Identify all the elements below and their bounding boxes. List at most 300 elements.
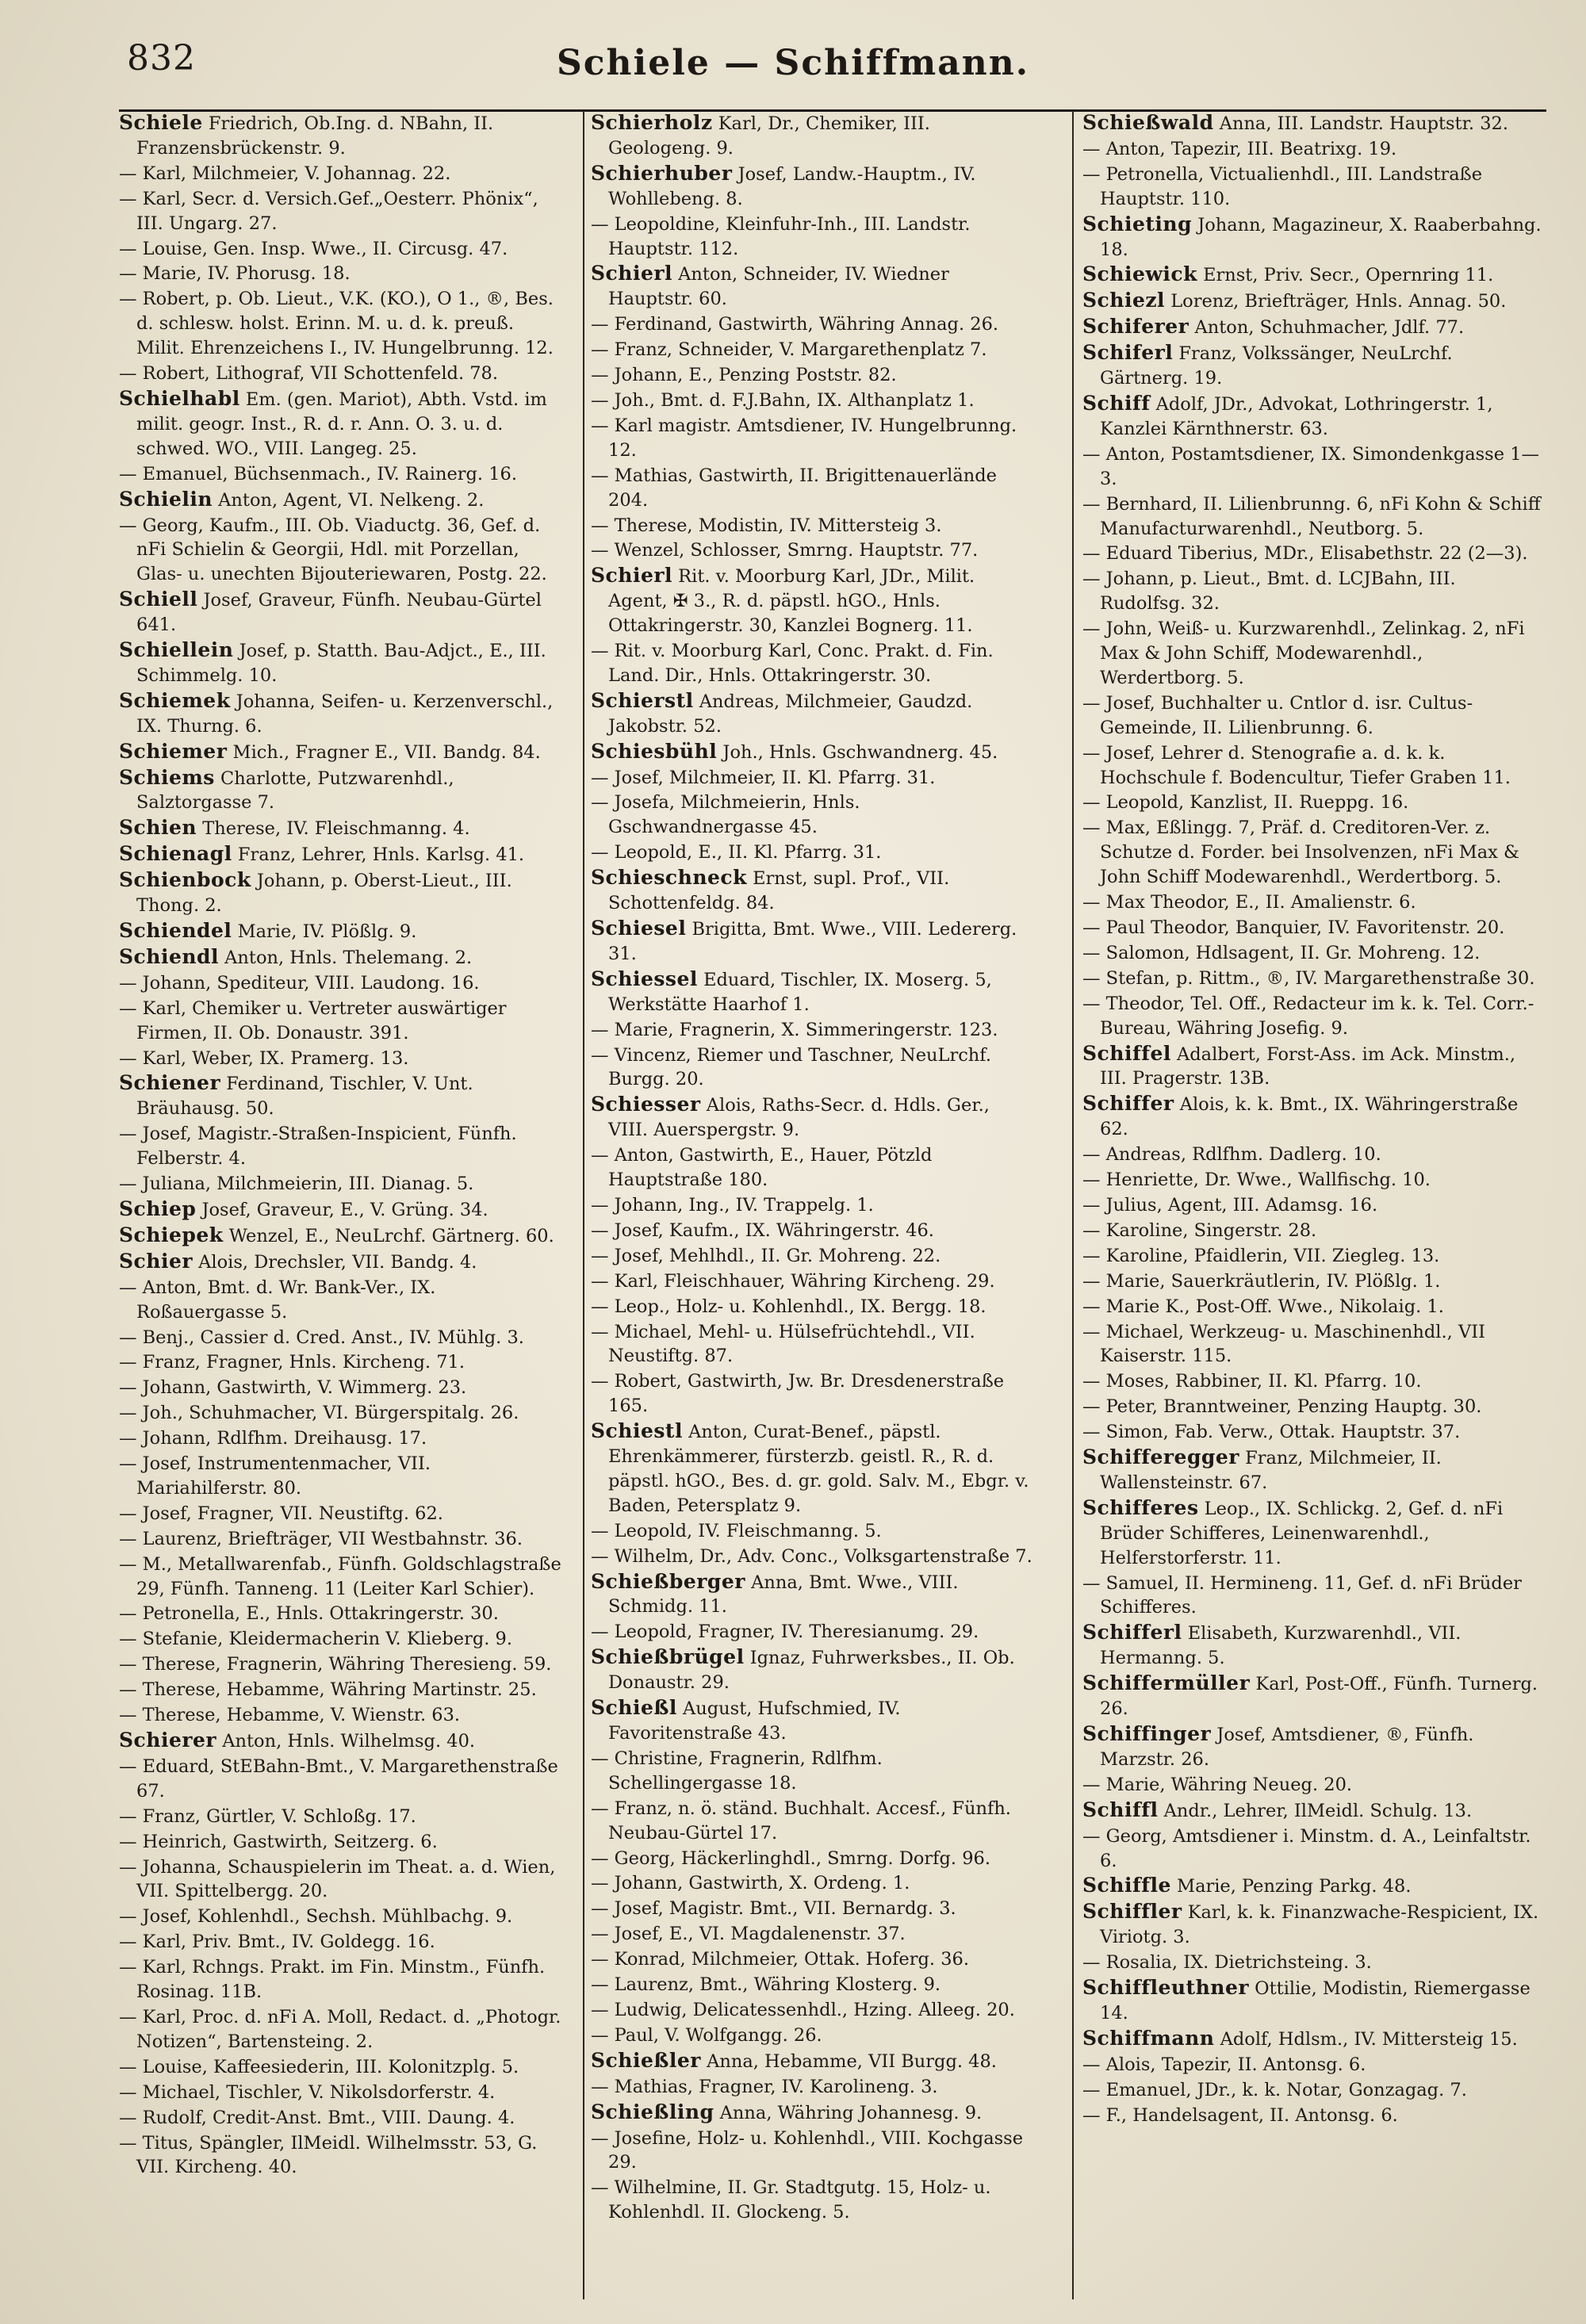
directory-entry <box>1082 1722 1546 1772</box>
entry-details: Ferdinand, Tischler, V. Unt. Bräuhausg. 50. <box>136 1074 473 1120</box>
directory-subentry <box>119 287 563 361</box>
directory-subentry <box>119 1401 563 1426</box>
entry-surname: Schiffermüller <box>1082 1671 1251 1695</box>
entry-details: — Stefanie, Kleidermacherin V. Klieberg. 9. <box>119 1629 512 1650</box>
entry-details: — Karl, Secr. d. Versich.Gef.„Oesterr. Phönix“, III. Ungarg. 27. <box>119 188 538 234</box>
directory-subentry <box>119 1426 563 1451</box>
directory-subentry <box>1082 2104 1546 2128</box>
entry-details: — Louise, Kaffeesiederin, III. Kolonitzplg. 5. <box>119 2056 519 2077</box>
entry-details: Charlotte, Putzwarenhdl., Salztorgasse 7. <box>136 768 454 814</box>
entry-details: — Louise, Gen. Insp. Wwe., II. Circusg. 47. <box>119 238 508 259</box>
directory-entry <box>591 1093 1035 1143</box>
entry-surname: Schießbrügel <box>591 1645 745 1669</box>
directory-entry <box>1082 341 1546 391</box>
directory-subentry <box>591 1193 1035 1218</box>
entry-details: Friedrich, Ob.Ing. d. NBahn, II. Franzensbrückenstr. 9. <box>136 113 494 159</box>
directory-subentry <box>591 1269 1035 1294</box>
entry-details: Eduard, Tischler, IX. Moserg. 5, Werkstätte Haarhof 1. <box>608 969 992 1015</box>
entry-details: — Leopold, E., II. Kl. Pfarrg. 31. <box>591 842 882 863</box>
entry-surname: Schien <box>119 816 197 840</box>
entry-details: — Karl, Proc. d. nFi A. Moll, Redact. d. „Photogr. Notizen“, Bartensteing. 2. <box>119 2006 561 2052</box>
entry-details: — Benj., Cassier d. Cred. Anst., IV. Mühlg. 3. <box>119 1327 524 1348</box>
directory-entry <box>119 1729 563 1754</box>
entry-details: — Josef, E., VI. Magdalenenstr. 37. <box>591 1924 906 1945</box>
directory-entry <box>119 689 563 739</box>
entry-details: — Emanuel, JDr., k. k. Notar, Gonzagag. 7. <box>1082 2079 1467 2100</box>
page-header <box>0 32 1586 103</box>
running-head: Schiele — Schiffmann. <box>556 43 1030 83</box>
directory-entry <box>1082 1621 1546 1671</box>
entry-details: — Rosalia, IX. Dietrichsteing. 3. <box>1082 1952 1372 1974</box>
entry-details: — Emanuel, Büchsenmach., IV. Rainerg. 16. <box>119 463 518 484</box>
directory-entry <box>1082 212 1546 262</box>
column-1 <box>119 111 563 2180</box>
directory-subentry <box>119 1905 563 1929</box>
entry-details: — Johann, Ing., IV. Trappelg. 1. <box>591 1194 874 1216</box>
directory-entry <box>591 866 1035 916</box>
directory-subentry <box>119 1930 563 1955</box>
entry-surname: Schierl <box>591 564 673 588</box>
directory-subentry <box>1082 1295 1546 1319</box>
entry-details: Josef, Amtsdiener, ®, Fünfh. Marzstr. 26. <box>1100 1725 1474 1770</box>
entry-details: — Anton, Gastwirth, E., Hauer, Pötzld Hauptstraße 180. <box>591 1145 933 1191</box>
directory-subentry <box>1082 1219 1546 1243</box>
entry-details: — Salomon, Hdlsagent, II. Gr. Mohreng. 12. <box>1082 942 1481 963</box>
entry-details: — Josef, Magistr.-Straßen-Inspicient, Fünfh. Felberstr. 4. <box>119 1124 517 1170</box>
page-number: 832 <box>127 38 196 78</box>
directory-subentry <box>119 1172 563 1196</box>
directory-subentry <box>591 1369 1035 1419</box>
entry-surname: Schiferl <box>1082 341 1174 365</box>
directory-subentry <box>591 1847 1035 1871</box>
directory-subentry <box>1082 1193 1546 1218</box>
entry-details: Leop., IX. Schlickg. 2, Gef. d. nFi Brüder Schifferes, Leinenwarenhdl., Helferstorferstr. 11. <box>1100 1498 1504 1568</box>
entry-surname: Schiffmann <box>1082 2026 1215 2050</box>
entry-details: — Anton, Bmt. d. Wr. Bank-Ver., IX. Roßauergasse 5. <box>119 1277 436 1323</box>
entry-surname: Schiff <box>1082 391 1151 415</box>
directory-subentry <box>591 1897 1035 1921</box>
entry-details: Mich., Fragner E., VII. Bandg. 84. <box>227 741 541 763</box>
entry-details: Alois, Raths-Secr. d. Hdls. Ger., VIII. Auerspergstr. 9. <box>608 1095 990 1141</box>
entry-details: Anna, Währing Johannesg. 9. <box>714 2102 983 2123</box>
directory-subentry <box>591 1018 1035 1043</box>
entry-surname: Schießwald <box>1082 111 1214 134</box>
entry-details: — Wilhelmine, II. Gr. Stadtgutg. 15, Holz- u. Kohlenhdl. II. Glockeng. 5. <box>591 2177 991 2223</box>
entry-details: — Josefa, Milchmeierin, Hnls. Gschwandnergasse 45. <box>591 792 860 838</box>
entry-details: — Franz, Fragner, Hnls. Kircheng. 71. <box>119 1352 465 1373</box>
entry-surname: Schiell <box>119 588 198 611</box>
directory-subentry <box>119 1047 563 1071</box>
entry-details: Karl, k. k. Finanzwache-Respicient, IX. Viriotg. 3. <box>1100 1902 1539 1948</box>
entry-details: Karl, Post-Off., Fünfh. Turnerg. 26. <box>1100 1674 1538 1720</box>
entry-details: Adolf, Hdlsm., IV. Mittersteig 15. <box>1214 2028 1518 2050</box>
directory-subentry <box>1082 741 1546 791</box>
entry-details: — Heinrich, Gastwirth, Seitzerg. 6. <box>119 1831 438 1852</box>
entry-details: Elisabeth, Kurzwarenhdl., VII. Hermanng. 5. <box>1100 1623 1461 1669</box>
entry-details: — Johann, Spediteur, VIII. Laudong. 16. <box>119 972 480 994</box>
entry-details: — Leopold, IV. Fleischmanng. 5. <box>591 1520 882 1541</box>
entry-details: — Georg, Häckerlinghdl., Smrng. Dorfg. 96. <box>591 1847 990 1869</box>
directory-subentry <box>591 338 1035 362</box>
directory-entry <box>1082 262 1546 288</box>
column-2 <box>591 111 1035 2226</box>
directory-subentry <box>591 212 1035 262</box>
directory-subentry <box>1082 791 1546 815</box>
directory-subentry <box>119 162 563 186</box>
entry-surname: Schiewick <box>1082 262 1197 286</box>
directory-subentry <box>1082 442 1546 492</box>
entry-details: — Josef, Buchhalter u. Cntlor d. isr. Cultus-Gemeinde, II. Lilienbrunng. 6. <box>1082 692 1473 738</box>
entry-surname: Schiener <box>119 1071 221 1095</box>
entry-surname: Schiesel <box>591 917 687 940</box>
directory-subentry <box>1082 967 1546 991</box>
entry-surname: Schiems <box>119 765 215 789</box>
directory-subentry <box>119 2081 563 2105</box>
entry-details: — Eduard, StEBahn-Bmt., V. Margarethenstraße 67. <box>119 1755 558 1801</box>
directory-entry <box>1082 1445 1546 1495</box>
entry-details: Karl, Dr., Chemiker, III. Geologeng. 9. <box>608 113 930 159</box>
entry-surname: Schienagl <box>119 842 232 866</box>
entry-details: — Marie K., Post-Off. Wwe., Nikolaig. 1. <box>1082 1296 1444 1317</box>
directory-subentry <box>119 1678 563 1702</box>
entry-details: — Therese, Hebamme, V. Wienstr. 63. <box>119 1705 461 1726</box>
directory-subentry <box>119 1502 563 1526</box>
entry-details: — Karl, Priv. Bmt., IV. Goldegg. 16. <box>119 1932 435 1953</box>
entry-details: — M., Metallwarenfab., Fünfh. Goldschlagstraße 29, Fünfh. Tanneng. 11 (Leiter Karl Schier). <box>119 1553 561 1599</box>
directory-subentry <box>119 1326 563 1350</box>
entry-surname: Schieting <box>1082 212 1193 235</box>
entry-details: Alois, k. k. Bmt., IX. Währingerstraße 62. <box>1100 1094 1519 1140</box>
directory-subentry <box>119 997 563 1046</box>
entry-details: — Joh., Bmt. d. F.J.Bahn, IX. Althanplatz 1. <box>591 389 975 411</box>
directory-entry <box>591 917 1035 967</box>
directory-subentry <box>119 1122 563 1171</box>
entry-surname: Schiemer <box>119 739 228 763</box>
directory-subentry <box>591 766 1035 791</box>
directory-entry <box>591 1570 1035 1620</box>
entry-details: — Laurenz, Bmt., Währing Klosterg. 9. <box>591 1974 941 1996</box>
entry-details: — Ludwig, Delicatessenhdl., Hzing. Alleeg. 20. <box>591 1999 1015 2020</box>
directory-subentry <box>591 1219 1035 1243</box>
directory-subentry <box>1082 2078 1546 2103</box>
entry-details: — Georg, Amtsdiener i. Minstm. d. A., Leinfaltstr. 6. <box>1082 1825 1531 1871</box>
directory-subentry <box>591 1295 1035 1319</box>
directory-entry <box>591 162 1035 212</box>
entry-details: — Karl magistr. Amtsdiener, IV. Hungelbrunng. 12. <box>591 415 1017 461</box>
directory-subentry <box>119 462 563 487</box>
directory-entry <box>119 1250 563 1275</box>
directory-subentry <box>591 1747 1035 1796</box>
entry-details: — Johann, Gastwirth, X. Ordeng. 1. <box>591 1873 910 1894</box>
directory-subentry <box>591 414 1035 463</box>
directory-subentry <box>119 237 563 262</box>
directory-subentry <box>591 840 1035 865</box>
entry-details: — Wenzel, Schlosser, Smrng. Hauptstr. 77. <box>591 540 979 561</box>
entry-details: — Andreas, Rdlfhm. Dadlerg. 10. <box>1082 1144 1381 1166</box>
entry-surname: Schieschneck <box>591 866 747 890</box>
column-divider <box>583 111 584 2299</box>
entry-surname: Schiesser <box>591 1093 701 1116</box>
entry-details: — Peter, Branntweiner, Penzing Hauptg. 30. <box>1082 1396 1482 1418</box>
entry-details: Anna, III. Landstr. Hauptstr. 32. <box>1213 113 1508 134</box>
entry-details: — Petronella, Victualienhdl., III. Landstraße Hauptstr. 110. <box>1082 163 1483 209</box>
entry-details: Andreas, Milchmeier, Gaudzd. Jakobstr. 52. <box>608 691 973 737</box>
entry-surname: Schifferl <box>1082 1621 1182 1644</box>
directory-entry <box>119 488 563 513</box>
directory-subentry <box>591 791 1035 840</box>
entry-details: — Karl, Fleischhauer, Währing Kircheng. 29. <box>591 1270 995 1292</box>
directory-entry <box>591 1645 1035 1695</box>
directory-subentry <box>591 538 1035 563</box>
entry-details: Anna, Hebamme, VII Burgg. 48. <box>700 2050 997 2072</box>
entry-details: — Eduard Tiberius, MDr., Elisabethstr. 22 (2—3). <box>1082 543 1528 565</box>
directory-subentry <box>1082 1395 1546 1419</box>
directory-subentry <box>591 1519 1035 1544</box>
entry-details: — Karl, Milchmeier, V. Johannag. 22. <box>119 163 451 184</box>
entry-surname: Schienbock <box>119 868 251 892</box>
entry-details: Wenzel, E., NeuLrchf. Gärtnerg. 60. <box>223 1225 554 1246</box>
entry-details: — Therese, Hebamme, Währing Martinstr. 25. <box>119 1679 537 1701</box>
entry-surname: Schiep <box>119 1196 197 1220</box>
entry-details: — Mathias, Fragner, IV. Karolineng. 3. <box>591 2076 938 2097</box>
entry-surname: Schifferes <box>1082 1495 1199 1519</box>
directory-subentry <box>119 1830 563 1855</box>
entry-details: — Georg, Kaufm., III. Ob. Viaductg. 36, Gef. d. nFi Schielin & Georgii, Hdl. mit Porzellan, Glas- u. unechten Bijouteriewaren, Postg. 22. <box>119 515 547 585</box>
directory-subentry <box>591 1143 1035 1193</box>
directory-subentry <box>1082 691 1546 741</box>
entry-details: — Johann, E., Penzing Poststr. 82. <box>591 365 897 386</box>
entry-details: Josef, Graveur, E., V. Grüng. 34. <box>196 1199 488 1220</box>
entry-details: — Marie, Fragnerin, X. Simmeringerstr. 123. <box>591 1019 998 1040</box>
directory-entry <box>591 1696 1035 1746</box>
entry-surname: Schielin <box>119 487 213 511</box>
directory-subentry <box>1082 992 1546 1041</box>
entry-details: Johann, Magazineur, X. Raaberbahng. 18. <box>1100 214 1542 260</box>
entry-surname: Schierl <box>591 262 673 285</box>
entry-details: — Rudolf, Credit-Anst. Bmt., VIII. Daung. 4. <box>119 2107 515 2128</box>
directory-subentry <box>591 2075 1035 2100</box>
entry-details: Josef, Landw.-Hauptm., IV. Wohllebeng. 8. <box>608 163 976 209</box>
directory-subentry <box>1082 1320 1546 1369</box>
directory-subentry <box>119 187 563 236</box>
entry-details: — Karl, Chemiker u. Vertreter auswärtiger Firmen, II. Ob. Donaustr. 391. <box>119 997 507 1043</box>
entry-details: — Max, Eßlingg. 7, Präf. d. Creditoren-Ver. z. Schutze d. Forder. bei Insolvenzen, nFi Max & John Schiff Modewarenhdl., Werdertborg. 5. <box>1082 817 1520 888</box>
directory-subentry <box>119 1755 563 1804</box>
entry-details: Josef, Graveur, Fünfh. Neubau-Gürtel 641. <box>136 590 542 636</box>
entry-details: — Johann, p. Lieut., Bmt. d. LCJBahn, III. Rudolfsg. 32. <box>1082 569 1456 615</box>
entry-details: Anton, Schuhmacher, Jdlf. 77. <box>1189 317 1465 339</box>
directory-entry <box>119 842 563 867</box>
entry-details: — Theodor, Tel. Off., Redacteur im k. k. Tel. Corr.-Bureau, Währing Josefig. 9. <box>1082 993 1534 1039</box>
entry-details: Anna, Bmt. Wwe., VIII. Schmidg. 11. <box>608 1572 959 1618</box>
directory-subentry <box>1082 163 1546 212</box>
entry-surname: Schifferegger <box>1082 1445 1239 1469</box>
entry-details: Rit. v. Moorburg Karl, JDr., Milit. Agent, ✠ 3., R. d. päpstl. hGO., Hnls. Ottakringerstr. 30, Kanzlei Bognerg. 11. <box>608 566 975 637</box>
entry-details: — Karoline, Pfaidlerin, VII. Ziegleg. 13. <box>1082 1245 1440 1266</box>
directory-subentry <box>119 262 563 286</box>
directory-entry <box>591 2100 1035 2126</box>
directory-entry <box>1082 1496 1546 1571</box>
directory-subentry <box>591 389 1035 413</box>
directory-subentry <box>119 1627 563 1652</box>
directory-entry <box>591 689 1035 739</box>
directory-subentry <box>591 1871 1035 1896</box>
directory-entry <box>591 564 1035 638</box>
directory-subentry <box>1082 1369 1546 1394</box>
entry-surname: Schiffer <box>1082 1092 1174 1116</box>
entry-details: Ernst, Priv. Secr., Opernring 11. <box>1197 265 1494 286</box>
entry-details: — Karoline, Singerstr. 28. <box>1082 1219 1317 1241</box>
directory-subentry <box>591 1620 1035 1644</box>
directory-subentry <box>1082 1143 1546 1167</box>
entry-details: — Moses, Rabbiner, II. Kl. Pfarrg. 10. <box>1082 1371 1422 1392</box>
directory-entry <box>591 740 1035 765</box>
directory-entry <box>1082 289 1546 314</box>
entry-details: — Anton, Tapezir, III. Beatrixg. 19. <box>1082 138 1397 159</box>
directory-subentry <box>119 1527 563 1552</box>
directory-subentry <box>119 1805 563 1829</box>
entry-details: — Max Theodor, E., II. Amalienstr. 6. <box>1082 892 1416 913</box>
entry-details: Joh., Hnls. Gschwandnerg. 45. <box>717 741 998 763</box>
entry-surname: Schiezl <box>1082 289 1166 312</box>
directory-entry <box>119 945 563 971</box>
entry-details: Adolf, JDr., Advokat, Lothringerstr. 1, Kanzlei Kärnthnerstr. 63. <box>1100 393 1493 439</box>
directory-subentry <box>119 1376 563 1400</box>
entry-details: — Konrad, Milchmeier, Ottak. Hoferg. 36. <box>591 1949 969 1970</box>
directory-entry <box>119 766 563 816</box>
directory-subentry <box>1082 542 1546 566</box>
entry-surname: Schiffl <box>1082 1798 1159 1821</box>
entry-surname: Schiferer <box>1082 315 1190 339</box>
entry-details: — Leopold, Fragner, IV. Theresianumg. 29. <box>591 1621 979 1643</box>
entry-surname: Schiffinger <box>1082 1722 1212 1745</box>
directory-subentry <box>591 363 1035 388</box>
directory-entry <box>1082 315 1546 340</box>
directory-subentry <box>1082 1951 1546 1975</box>
entry-details: Marie, Penzing Parkg. 48. <box>1170 1876 1412 1897</box>
entry-details: — Henriette, Dr. Wwe., Wallfischg. 10. <box>1082 1170 1431 1191</box>
entry-surname: Schierer <box>119 1729 217 1752</box>
entry-surname: Schierhuber <box>591 161 733 185</box>
entry-surname: Schießling <box>591 2100 714 2123</box>
entry-details: — Josef, Instrumentenmacher, VII. Mariahilferstr. 80. <box>119 1453 431 1499</box>
entry-details: — Marie, Sauerkräutlerin, IV. Plößlg. 1. <box>1082 1270 1441 1292</box>
entry-details: — Johann, Gastwirth, V. Wimmerg. 23. <box>119 1377 467 1399</box>
entry-details: — Robert, p. Ob. Lieut., V.K. (KO.), O 1., ®, Bes. d. schlesw. holst. Erinn. M. u. d. k. preuß. Milit. Ehrenzeichens I., IV. Hungelbrunng. 12. <box>119 289 554 359</box>
directory-entry <box>119 1071 563 1121</box>
entry-details: — Michael, Werkzeug- u. Maschinenhdl., VII Kaiserstr. 115. <box>1082 1321 1485 1367</box>
entry-details: — Therese, Modistin, IV. Mittersteig 3. <box>591 515 942 536</box>
entry-details: — Franz, n. ö. ständ. Buchhalt. Accesf., Fünfh. Neubau-Gürtel 17. <box>591 1798 1011 1844</box>
directory-entry <box>119 1197 563 1223</box>
directory-subentry <box>1082 617 1546 691</box>
directory-subentry <box>1082 1824 1546 1874</box>
directory-entry <box>1082 2027 1546 2052</box>
entry-details: — Samuel, II. Hermineng. 11, Gef. d. nFi Brüder Schifferes. <box>1082 1572 1522 1618</box>
entry-details: — Marie, IV. Phorusg. 18. <box>119 263 351 285</box>
entry-details: — Franz, Schneider, V. Margarethenplatz 7. <box>591 339 987 361</box>
directory-subentry <box>119 2106 563 2131</box>
entry-details: — Leopold, Kanzlist, II. Rueppg. 16. <box>1082 792 1409 814</box>
directory-entry <box>1082 1042 1546 1092</box>
entry-details: Ottilie, Modistin, Riemergasse 14. <box>1100 1978 1530 2023</box>
entry-surname: Schiffler <box>1082 1900 1182 1924</box>
entry-details: — Karl, Weber, IX. Pramerg. 13. <box>119 1047 409 1069</box>
directory-subentry <box>119 514 563 588</box>
directory-subentry <box>1082 1420 1546 1445</box>
entry-details: — Paul Theodor, Banquier, IV. Favoritenstr. 20. <box>1082 917 1505 938</box>
directory-entry <box>1082 1976 1546 2026</box>
entry-surname: Schießler <box>591 2048 701 2072</box>
entry-surname: Schiffel <box>1082 1041 1171 1065</box>
directory-subentry <box>591 639 1035 688</box>
directory-subentry <box>119 1955 563 2004</box>
entry-details: — Josef, Mehlhdl., II. Gr. Mohreng. 22. <box>591 1245 941 1266</box>
directory-entry <box>119 588 563 637</box>
entry-details: Anton, Curat-Benef., päpstl. Ehrenkämmerer, fürsterzb. geistl. R., R. d. päpstl. hGO., Bes. d. gr. gold. Salv. M., Ebgr. v. Baden, Petersplatz 9. <box>608 1422 1029 1516</box>
entry-surname: Schiessel <box>591 967 698 990</box>
entry-surname: Schierstl <box>591 688 694 712</box>
directory-subentry <box>591 1545 1035 1569</box>
directory-subentry <box>119 1276 563 1325</box>
directory-subentry <box>119 1452 563 1501</box>
column-3 <box>1082 111 1546 2129</box>
entry-details: Franz, Volkssänger, NeuLrchf. Gärtnerg. 19. <box>1100 343 1453 389</box>
entry-details: — Paul, V. Wolfgangg. 26. <box>591 2024 822 2046</box>
directory-subentry <box>591 2176 1035 2225</box>
entry-details: Anton, Agent, VI. Nelkeng. 2. <box>213 489 485 511</box>
directory-subentry <box>119 2005 563 2054</box>
directory-subentry <box>119 971 563 996</box>
entry-details: — Josefine, Holz- u. Kohlenhdl., VIII. Kochgasse 29. <box>591 2127 1024 2173</box>
directory-subentry <box>591 1947 1035 1972</box>
directory-entry <box>119 816 563 841</box>
entry-details: — Leopoldine, Kleinfuhr-Inh., III. Landstr. Hauptstr. 112. <box>591 213 971 259</box>
entry-details: — Karl, Rchngs. Prakt. im Fin. Minstm., Fünfh. Rosinag. 11B. <box>119 1957 546 2003</box>
entry-details: Johanna, Seifen- u. Kerzenverschl., IX. Thurng. 6. <box>136 691 554 737</box>
entry-details: — Josef, Kohlenhdl., Sechsh. Mühlbachg. 9. <box>119 1906 513 1928</box>
directory-subentry <box>591 1320 1035 1369</box>
entry-details: — Robert, Gastwirth, Jw. Br. Dresdenerstraße 165. <box>591 1371 1005 1417</box>
directory-entry <box>1082 1092 1546 1142</box>
entry-details: Alois, Drechsler, VII. Bandg. 4. <box>193 1251 477 1273</box>
directory-subentry <box>591 514 1035 538</box>
directory-subentry <box>119 2055 563 2080</box>
directory-subentry <box>591 1973 1035 1997</box>
directory-subentry <box>591 1998 1035 2023</box>
directory-entry <box>119 111 563 161</box>
directory-subentry <box>591 464 1035 513</box>
directory-entry <box>119 740 563 765</box>
entry-details: — Bernhard, II. Lilienbrunng. 6, nFi Kohn & Schiff Manufacturwarenhdl., Neutborg. 5. <box>1082 493 1541 539</box>
entry-details: Brigitta, Bmt. Wwe., VIII. Ledererg. 31. <box>608 919 1017 964</box>
entry-details: Anton, Schneider, IV. Wiedner Hauptstr. 60. <box>608 264 949 310</box>
directory-entry <box>591 262 1035 312</box>
entry-details: — Ferdinand, Gastwirth, Währing Annag. 26. <box>591 314 999 335</box>
entry-details: — John, Weiß- u. Kurzwarenhdl., Zelinkag. 2, nFi Max & John Schiff, Modewarenhdl., Werdertborg. 5. <box>1082 618 1525 688</box>
entry-details: — Josef, Lehrer d. Stenografie a. d. k. k. Hochschule f. Bodencultur, Tiefer Graben 11. <box>1082 742 1511 788</box>
entry-details: — Juliana, Milchmeierin, III. Dianag. 5. <box>119 1173 474 1195</box>
directory-subentry <box>591 1043 1035 1093</box>
entry-details: — Marie, Währing Neueg. 20. <box>1082 1774 1353 1795</box>
directory-entry <box>1082 1874 1546 1899</box>
directory-subentry <box>591 312 1035 337</box>
directory-subentry <box>1082 1572 1546 1621</box>
directory-subentry <box>119 1855 563 1905</box>
entry-details: Anton, Hnls. Wilhelmsg. 40. <box>216 1731 476 1752</box>
column-divider <box>1072 111 1074 2299</box>
directory-subentry <box>1082 2053 1546 2077</box>
